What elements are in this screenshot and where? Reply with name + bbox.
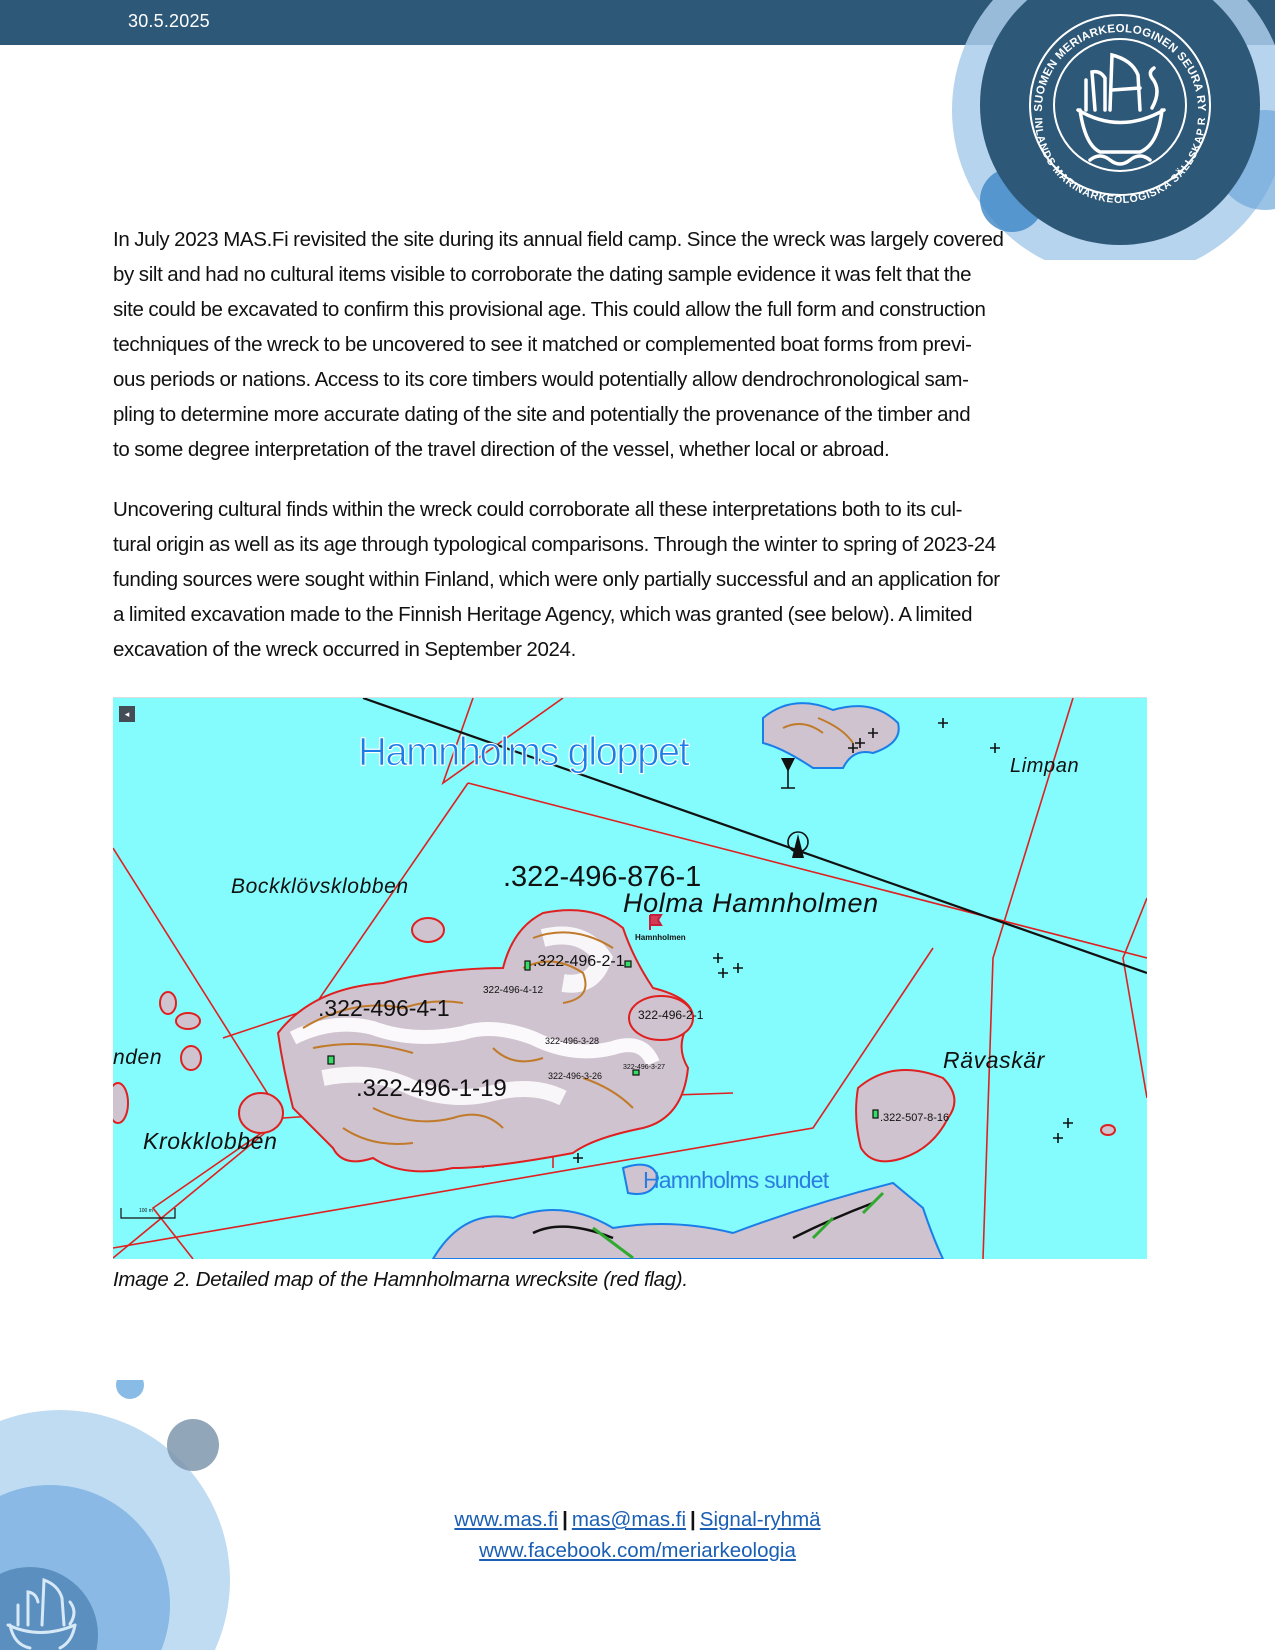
- text-line: pling to determine more accurate dating of the site and potentially the provenance of the timber and: [113, 403, 971, 426]
- island-hamnholmen: [278, 910, 693, 1171]
- label-parcel-507: .322-507-8-16: [880, 1112, 950, 1124]
- map-image: [113, 697, 1147, 1259]
- paragraph-1: [113, 222, 1153, 467]
- text-line: a limited excavation made to the Finnish Heritage Agency, which was granted (see below). A limited: [113, 603, 973, 626]
- text-line: by silt and had no cultural items visible to corroborate the dating sample evidence it was felt that the: [113, 263, 972, 286]
- label-parcel-4-1: .322-496-4-1: [318, 995, 450, 1021]
- label-parcel-3-27: 322-496-3-27: [623, 1064, 666, 1071]
- footer-links-row-2: [0, 1539, 1275, 1563]
- footer-separator-1: |: [562, 1508, 568, 1531]
- label-parcel-2-1b: 322-496-2-1: [638, 1008, 704, 1022]
- label-holma-hamnholmen: Holma Hamnholmen: [623, 888, 879, 918]
- footer-links-row-1: [0, 1508, 1275, 1532]
- label-parcel-1-19: .322-496-1-19: [356, 1075, 507, 1102]
- label-parcel-4-12: 322-496-4-12: [483, 985, 544, 996]
- watermark-dot-grey: [167, 1419, 219, 1471]
- logo-ring-text-bottom: INLANDS MARINARKEOLOGISKA SÄLLSKAP R: [1031, 117, 1209, 207]
- label-wreck-hamnholmen: Hamnholmen: [635, 933, 686, 942]
- mas-logo: [940, 0, 1275, 260]
- signal-group-link[interactable]: Signal-ryhmä: [699, 1508, 821, 1531]
- figure-caption: Image 2. Detailed map of the Hamnholmarna wrecksite (red flag).: [113, 1268, 688, 1291]
- label-parcel-3-28: 322-496-3-28: [545, 1036, 600, 1046]
- label-krokklobben: Krokklobben: [143, 1128, 278, 1154]
- label-hamnholms-gloppet: Hamnholms gloppet: [358, 730, 689, 774]
- map-graphics: [113, 698, 1147, 1259]
- label-bockklovsklobben: Bockklövsklobben: [231, 875, 409, 898]
- logo-ring-text-top: SUOMEN MERIARKEOLOGINEN SEURA RY: [1032, 22, 1208, 112]
- label-hamnholms-sundet: Hamnholms sundet: [643, 1167, 829, 1193]
- text-line: to some degree interpretation of the travel direction of the vessel, whether local or abroad.: [113, 438, 890, 461]
- watermark-dot-small: [116, 1380, 144, 1399]
- map-collapse-button[interactable]: ◂: [119, 706, 135, 722]
- text-line: site could be excavated to confirm this provisional age. This could allow the full form and construction: [113, 298, 986, 321]
- text-line: ous periods or nations. Access to its core timbers would potentially allow dendrochronological sam-: [113, 368, 969, 391]
- text-line: In July 2023 MAS.Fi revisited the site during its annual field camp. Since the wreck was largely covered: [113, 228, 1004, 251]
- text-line: Uncovering cultural finds within the wreck could corroborate all these interpretations both to its cul-: [113, 498, 963, 521]
- label-ravaskar: Rävaskär: [943, 1047, 1045, 1073]
- beacon-icon: [781, 758, 795, 772]
- text-line: excavation of the wreck occurred in September 2024.: [113, 638, 576, 661]
- facebook-link[interactable]: www.facebook.com/meriarkeologia: [479, 1539, 796, 1562]
- footer-separator-2: |: [690, 1508, 696, 1531]
- text-line: funding sources were sought within Finland, which were only partially successful and an application for: [113, 568, 1000, 591]
- email-link[interactable]: mas@mas.fi: [571, 1508, 687, 1531]
- header-date: 30.5.2025: [128, 11, 210, 31]
- label-parcel-2-1: .322-496-2-1: [533, 953, 625, 970]
- label-partial-nden: nden: [113, 1046, 163, 1069]
- text-line: tural origin as well as its age through typological comparisons. Through the winter to spring of 2023-24: [113, 533, 996, 556]
- label-parcel-3-26: 322-496-3-26: [548, 1071, 603, 1081]
- label-parcel-876: .322-496-876-1: [503, 861, 702, 893]
- label-limpan: Limpan: [1010, 755, 1080, 777]
- text-line: techniques of the wreck to be uncovered to see it matched or complemented boat forms from previ-: [113, 333, 972, 356]
- website-link[interactable]: www.mas.fi: [454, 1508, 559, 1531]
- label-scale: 100 m: [139, 1208, 153, 1214]
- paragraph-2: [113, 492, 1153, 667]
